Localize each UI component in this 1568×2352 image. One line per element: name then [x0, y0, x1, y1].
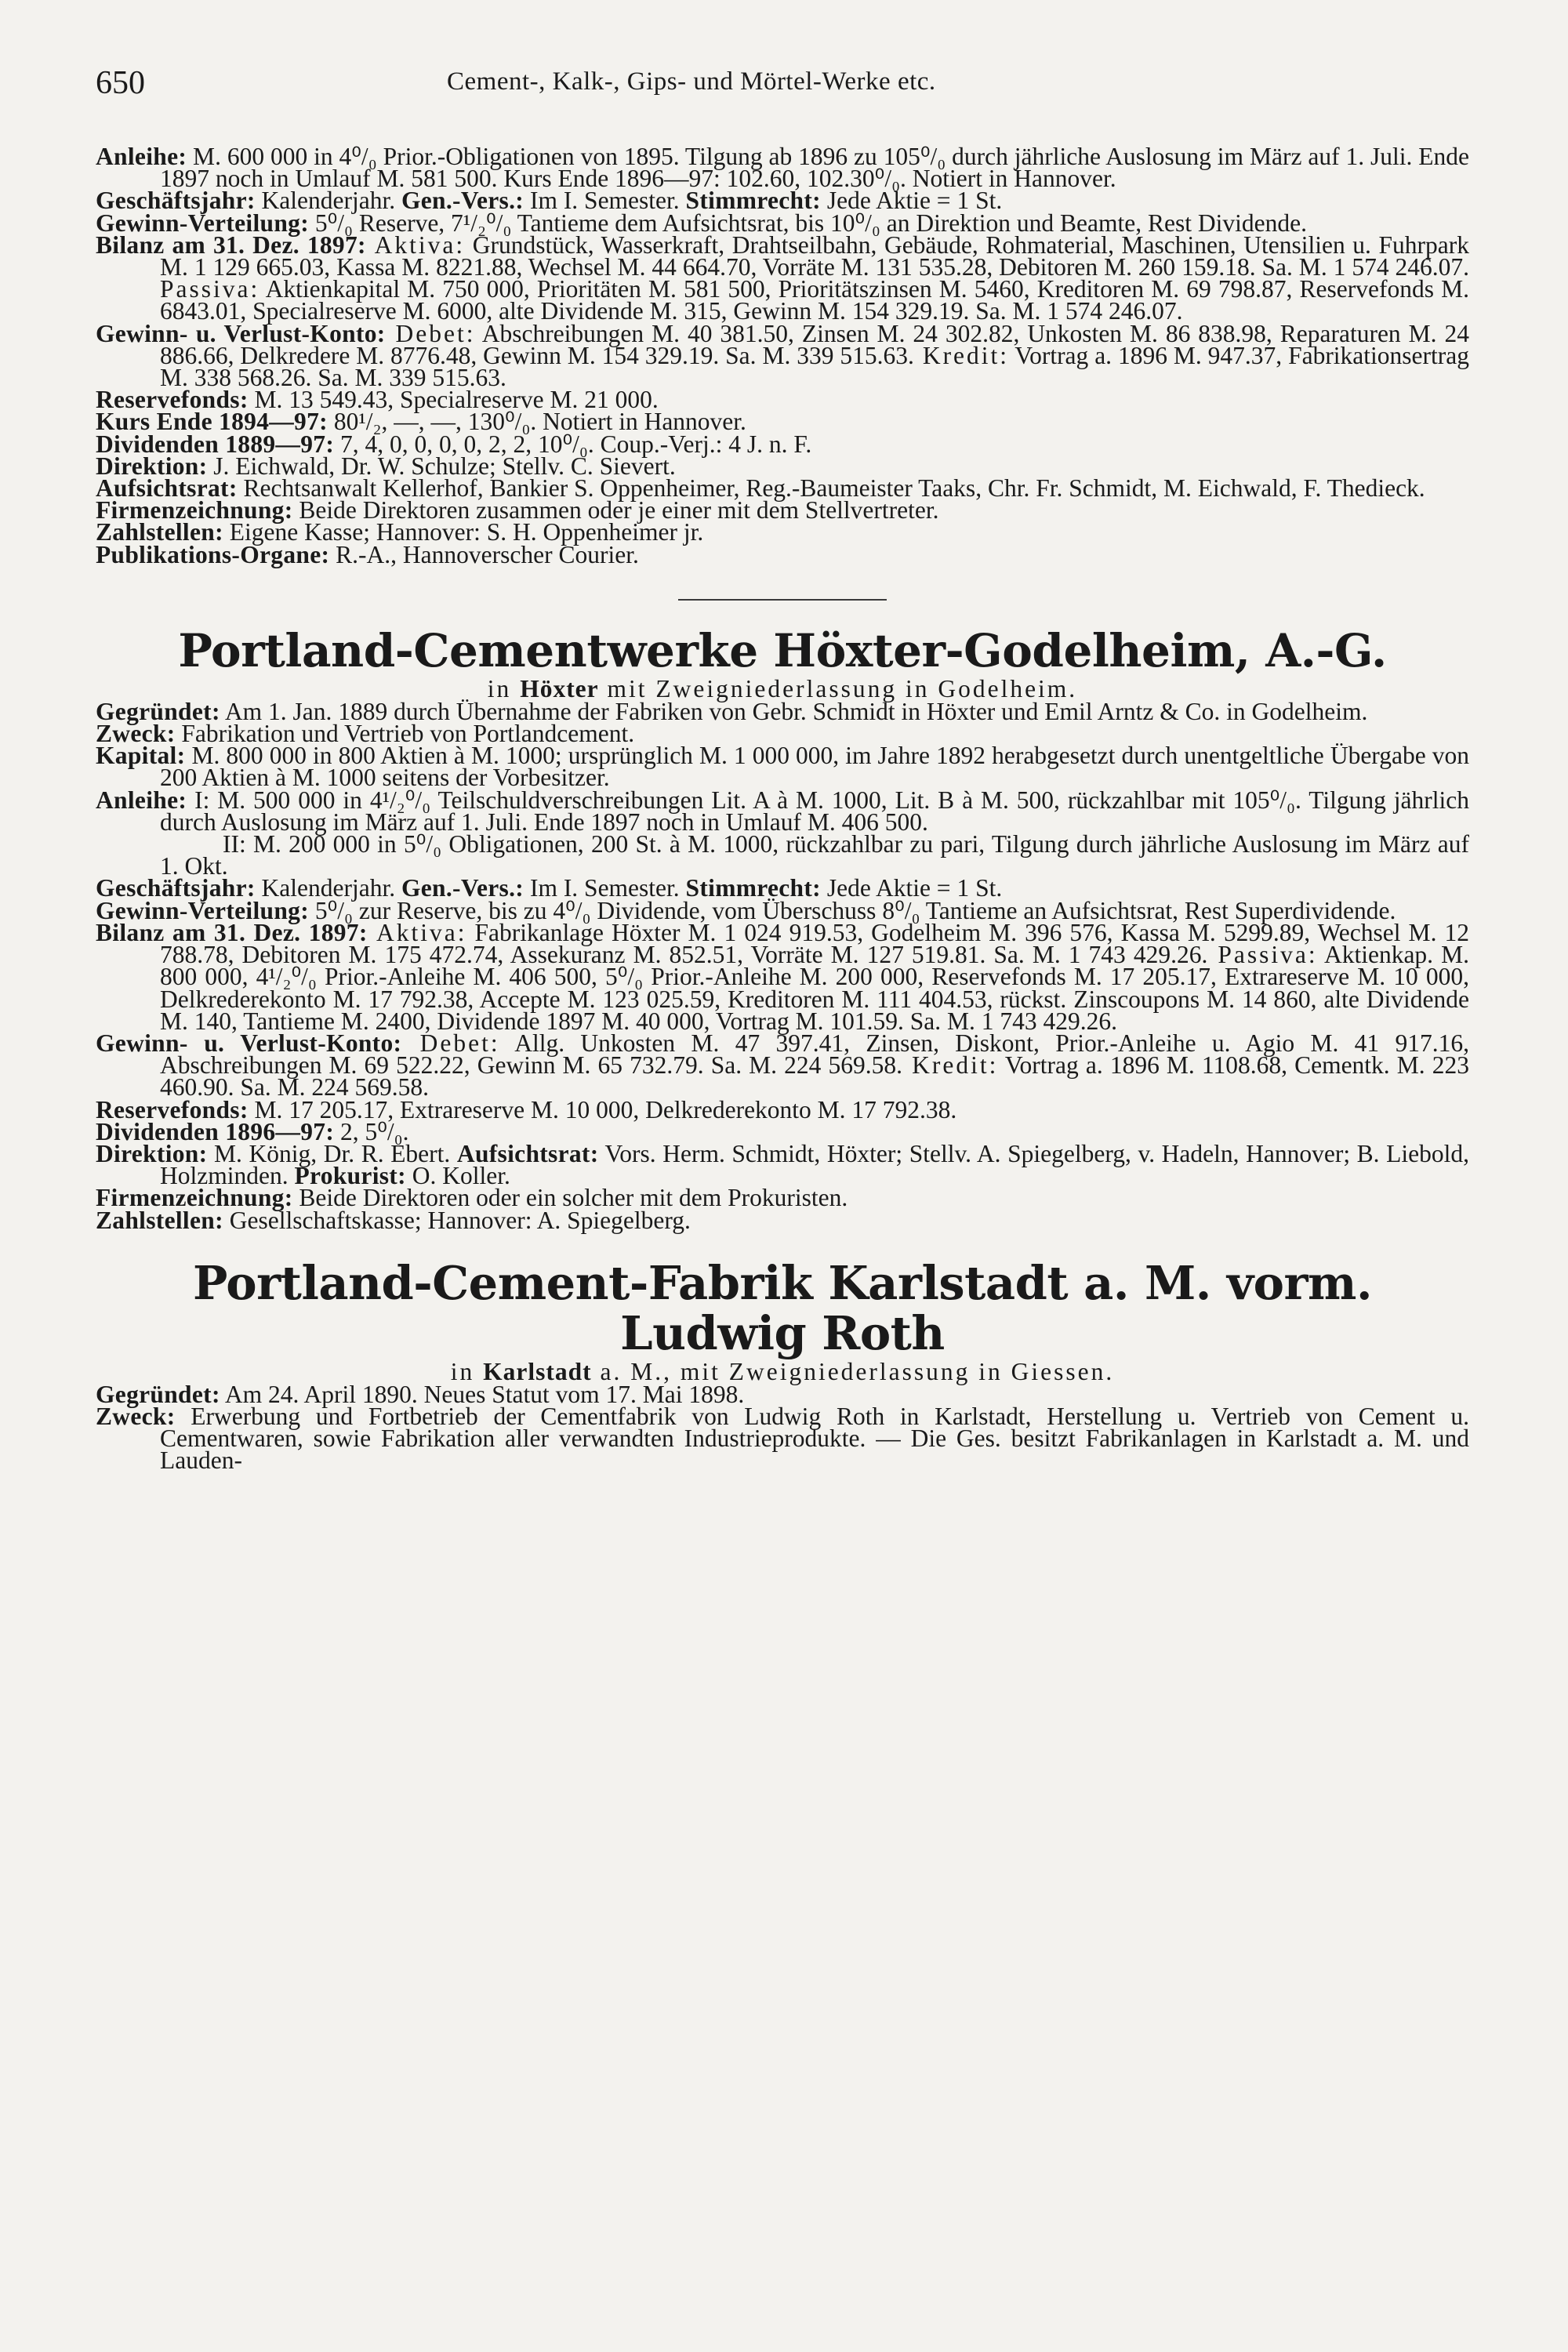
entry-sublabel: Debet: [385, 319, 476, 347]
company-title: Portland-Cementwerke Höxter-Godelheim, A.-G. [178, 623, 1387, 677]
entry-text: 5⁰/₀ Reserve, 7¹/₂⁰/₀ Tantieme dem Aufsichtsrat, bis 10⁰/₀ an Direktion und Beamte, Rest Dividende. [308, 209, 1307, 237]
entry-text: Am 24. April 1890. Neues Statut vom 17. Mai 1898. [220, 1380, 745, 1408]
entry-label: Stimmrecht: [685, 874, 821, 902]
entry-paragraph [96, 230, 1470, 325]
entry-text: Im I. Semester. [524, 874, 686, 902]
entry-label: Bilanz am 31. Dez. 1897: [96, 918, 368, 946]
entry-text: Kalenderjahr. [255, 187, 401, 215]
entry-text: Gesellschaftskasse; Hannover: A. Spiegelberg. [223, 1206, 691, 1234]
entry-text: Aktienkapital M. 750 000, Prioritäten M. 581 500, Prioritätszinsen M. 5460, Kreditoren M. 69 798.87, Reservefonds M. 6843.01, Specialreserve M. 6000, alte Dividende M. 315, Gewinn M. 154 329.19. Sa. M. 1 574 246.07. [160, 275, 1469, 325]
entry-label: Firmenzeichnung: [96, 1184, 293, 1212]
entry-text: Grundstück, Wasserkraft, Drahtseilbahn, Gebäude, Rohmaterial, Maschinen, Utensilien u. Fuhrpark M. 1 129 665.03, Kassa M. 8221.88, Wechsel M. 44 664.70, Vorräte M. 131 535.28, Debitoren M. 260 159.18. Sa. M. 1 574 246.07. [160, 230, 1470, 281]
entry-text: Im I. Semester. [524, 187, 686, 215]
entry-label: Geschäftsjahr: [96, 874, 256, 902]
company-entry-karlstadt [96, 1255, 1469, 1475]
company-entry-hoexter [96, 623, 1470, 1234]
entry-paragraph [96, 830, 1469, 880]
running-head: Cement-, Kalk-, Gips- und Mörtel-Werke etc. [447, 67, 936, 96]
entry-label: Aufsichtsrat: [96, 474, 238, 503]
entry-paragraph [96, 540, 1469, 568]
entry-label: Zweck: [96, 1402, 176, 1430]
entry-text: Allg. Unkosten M. 47 397.41, Zinsen, Diskont, Prior.-Anleihe u. Agio M. 41 917.16, Abschreibungen M. 69 522.22, Gewinn M. 65 732.79. Sa. M. 224 569.58. [160, 1029, 1469, 1080]
entry-label: Gewinn- u. Verlust-Konto: [96, 1029, 402, 1057]
entry-label: Geschäftsjahr: [96, 187, 256, 215]
entry-text: Vortrag a. 1896 M. 947.37, Fabrikationsertrag M. 338 568.26. Sa. M. 339 515.63. [160, 341, 1469, 392]
entry-text: 7, 4, 0, 0, 0, 0, 2, 2, 10⁰/₀. Coup.-Verj.: 4 J. n. F. [334, 430, 812, 458]
entry-text: R.-A., Hannoverscher Courier. [329, 540, 639, 568]
entry-label: Zweck: [96, 720, 176, 748]
company-location: Karlstadt [483, 1357, 592, 1385]
entry-text: J. Eichwald, Dr. W. Schulze; Stellv. C. Sievert. [207, 452, 676, 480]
entry-paragraph [96, 918, 1469, 1035]
entry-label: Anleihe: [96, 143, 187, 170]
entry-text: O. Koller. [405, 1162, 510, 1190]
entry-label: Reservefonds: [96, 1095, 249, 1123]
page-header [96, 64, 1464, 108]
entry-sublabel: Debet: [401, 1029, 500, 1057]
entry-text: Vortrag a. 1896 M. 1108.68, Cementk. M. 223 460.90. Sa. M. 224 569.58. [160, 1051, 1469, 1102]
entry-label: Gen.-Vers.: [401, 187, 524, 215]
entry-label: Direktion: [96, 1139, 208, 1167]
entry-text: I: M. 500 000 in 4¹/₂⁰/₀ Teilschuldverschreibungen Lit. A à M. 1000, Lit. B à M. 500, rückzahlbar mit 105⁰/₀. Tilgung jährlich durch Auslosung im März auf 1. Juli. Ende 1897 noch in Umlauf M. 406 500. [160, 786, 1469, 836]
company-entry-continued [96, 143, 1470, 568]
entry-paragraph [96, 1029, 1469, 1102]
entry-label: Direktion: [96, 452, 208, 480]
entry-text: Vors. Herm. Schmidt, Höxter; Stellv. A. Spiegelberg, v. Hadeln, Hannover; B. Liebold, Holzminden. [160, 1139, 1470, 1190]
entry-text: M. 13 549.43, Specialreserve M. 21 000. [248, 386, 659, 414]
entry-text: M. König, Dr. R. Ebert. [207, 1139, 457, 1167]
entry-text: Kalenderjahr. [255, 874, 401, 902]
entry-label: Kapital: [96, 742, 186, 770]
entry-text: Beide Direktoren zusammen oder je einer mit dem Stellvertreter. [292, 496, 939, 524]
entry-label: Anleihe: [96, 786, 187, 814]
entry-label: Publikations-Organe: [96, 540, 330, 568]
section-spacer [96, 1232, 1469, 1258]
entry-text: M. 600 000 in 4⁰/₀ Prior.-Obligationen von 1895. Tilgung ab 1896 zu 105⁰/₀ durch jährliche Auslosung im März auf 1. Juli. Ende 1897 noch in Umlauf M. 581 500. Kurs Ende 1896—97: 102.60, 102.30⁰/₀. Notiert in Hannover. [160, 143, 1469, 193]
page-number: 650 [96, 65, 145, 101]
entry-text: Erwerbung und Fortbetrieb der Cementfabrik von Ludwig Roth in Karlstadt, Herstellung u. Vertrieb von Cement u. Cementwaren, sowie Fabrikation aller verwandten Industrieprodukte. — Die Ges. besitzt Fabrikanlagen in Karlstadt a. M. und Lauden- [160, 1402, 1469, 1475]
entry-text: Rechtsanwalt Kellerhof, Bankier S. Oppenheimer, Reg.-Baumeister Taaks, Chr. Fr. Schmidt, M. Eichwald, F. Thedieck. [237, 474, 1425, 503]
entry-paragraph [96, 319, 1469, 392]
entry-paragraph [96, 1402, 1469, 1475]
entry-sublabel: Kredit: [913, 341, 1010, 369]
entry-text: Abschreibungen M. 40 381.50, Zinsen M. 24 302.82, Unkosten M. 86 838.98, Reparaturen M. 24 886.66, Delkredere M. 8776.48, Gewinn M. 154 329.19. Sa. M. 339 515.63. [160, 319, 1469, 369]
entry-text: 2, 5⁰/₀. [334, 1117, 409, 1145]
entry-label: Reservefonds: [96, 386, 249, 414]
entry-label: Zahlstellen: [96, 518, 223, 546]
entry-text: M. 800 000 in 800 Aktien à M. 1000; ursprünglich M. 1 000 000, im Jahre 1892 herabgesetzt durch unentgeltliche Übergabe von 200 Aktien à M. 1000 seitens der Vorbesitzer. [160, 742, 1469, 792]
entry-label: Stimmrecht: [685, 187, 821, 215]
entry-paragraph [96, 1139, 1470, 1190]
company-title: Portland-Cement-Fabrik Karlstadt a. M. vorm. Ludwig Roth [192, 1255, 1373, 1360]
entry-text: Aktienkap. M. 800 000, 4¹/₂⁰/₀ Prior.-Anleihe M. 406 500, 5⁰/₀ Prior.-Anleihe M. 200 000, Reservefonds M. 17 205.17, Extrareserve M. 10 000, Delkrederekonto M. 17 792.38, Accepte M. 123 025.59, Kreditoren M. 111 404.53, rückst. Zinscoupons M. 14 860, alte Dividende M. 140, Tantieme M. 2400, Dividende 1897 M. 40 000, Vortrag M. 101.59. Sa. M. 1 743 429.26. [160, 941, 1469, 1035]
entry-label: Gewinn-Verteilung: [96, 896, 309, 924]
entry-sublabel: Aktiva: [365, 230, 466, 259]
company-details [96, 1380, 1469, 1475]
company-subtitle: in Höxter mit Zweigniederlassung in Godelheim. [487, 674, 1078, 702]
company-location: Höxter [520, 674, 599, 702]
entry-label: Gen.-Vers.: [401, 874, 524, 902]
entry-label: Prokurist: [294, 1162, 406, 1190]
entry-label: Kurs Ende 1894—97: [96, 408, 328, 436]
entry-text: Beide Direktoren oder ein solcher mit dem Prokuristen. [292, 1184, 848, 1212]
entry-text: Fabrikanlage Höxter M. 1 024 919.53, Godelheim M. 396 576, Kassa M. 5299.89, Wechsel M. 12 788.78, Debitoren M. 175 472.74, Assekuranz M. 852.51, Vorräte M. 127 519.81. Sa. M. 1 743 429.26. [160, 918, 1469, 969]
entry-text: Jede Aktie = 1 St. [820, 187, 1003, 215]
section-divider [678, 599, 887, 601]
entry-label: Bilanz am 31. Dez. 1897: [96, 230, 366, 259]
entry-label: Gegründet: [96, 1380, 220, 1408]
entry-sublabel: Kredit: [902, 1051, 999, 1080]
entry-label: Gewinn-Verteilung: [96, 209, 309, 237]
entry-text: 5⁰/₀ zur Reserve, bis zu 4⁰/₀ Dividende, vom Überschuss 8⁰/₀ Tantieme an Aufsichtsrat, Rest Superdividende. [308, 896, 1396, 924]
entry-label: Dividenden 1896—97: [96, 1117, 335, 1145]
entry-text: Eigene Kasse; Hannover: S. H. Oppenheimer jr. [223, 518, 704, 546]
entry-text: 80¹/₂, —, —, 130⁰/₀. Notiert in Hannover. [327, 408, 746, 436]
entry-paragraph [96, 786, 1469, 836]
entry-sublabel: Passiva: [160, 275, 260, 303]
entry-label: Dividenden 1889—97: [96, 430, 335, 458]
entry-sublabel: Passiva: [1207, 941, 1318, 969]
entry-label: Zahlstellen: [96, 1206, 223, 1234]
entry-paragraph [96, 1206, 1469, 1234]
entry-text: Am 1. Jan. 1889 durch Übernahme der Fabriken von Gebr. Schmidt in Höxter und Emil Arntz & Co. in Godelheim. [220, 697, 1368, 725]
company-details [96, 697, 1470, 1234]
entry-paragraph [96, 143, 1469, 193]
company-subtitle: in Karlstadt a. M., mit Zweigniederlassung in Giessen. [450, 1357, 1115, 1385]
entry-text: M. 17 205.17, Extrareserve M. 10 000, Delkrederekonto M. 17 792.38. [248, 1095, 957, 1123]
entry-label: Gewinn- u. Verlust-Konto: [96, 319, 386, 347]
entry-text: Fabrikation und Vertrieb von Portlandcement. [175, 720, 635, 748]
entry-paragraph [96, 742, 1469, 792]
body-text [96, 143, 1470, 1475]
entry-text: II: M. 200 000 in 5⁰/₀ Obligationen, 200 St. à M. 1000, rückzahlbar zu pari, Tilgung durch jährliche Auslosung im März auf 1. Okt. [160, 830, 1469, 880]
entry-sublabel: Aktiva: [367, 918, 467, 946]
entry-text: Jede Aktie = 1 St. [820, 874, 1003, 902]
entry-label: Aufsichtsrat: [456, 1139, 599, 1167]
entry-label: Firmenzeichnung: [96, 496, 293, 524]
entry-label: Gegründet: [96, 697, 220, 725]
